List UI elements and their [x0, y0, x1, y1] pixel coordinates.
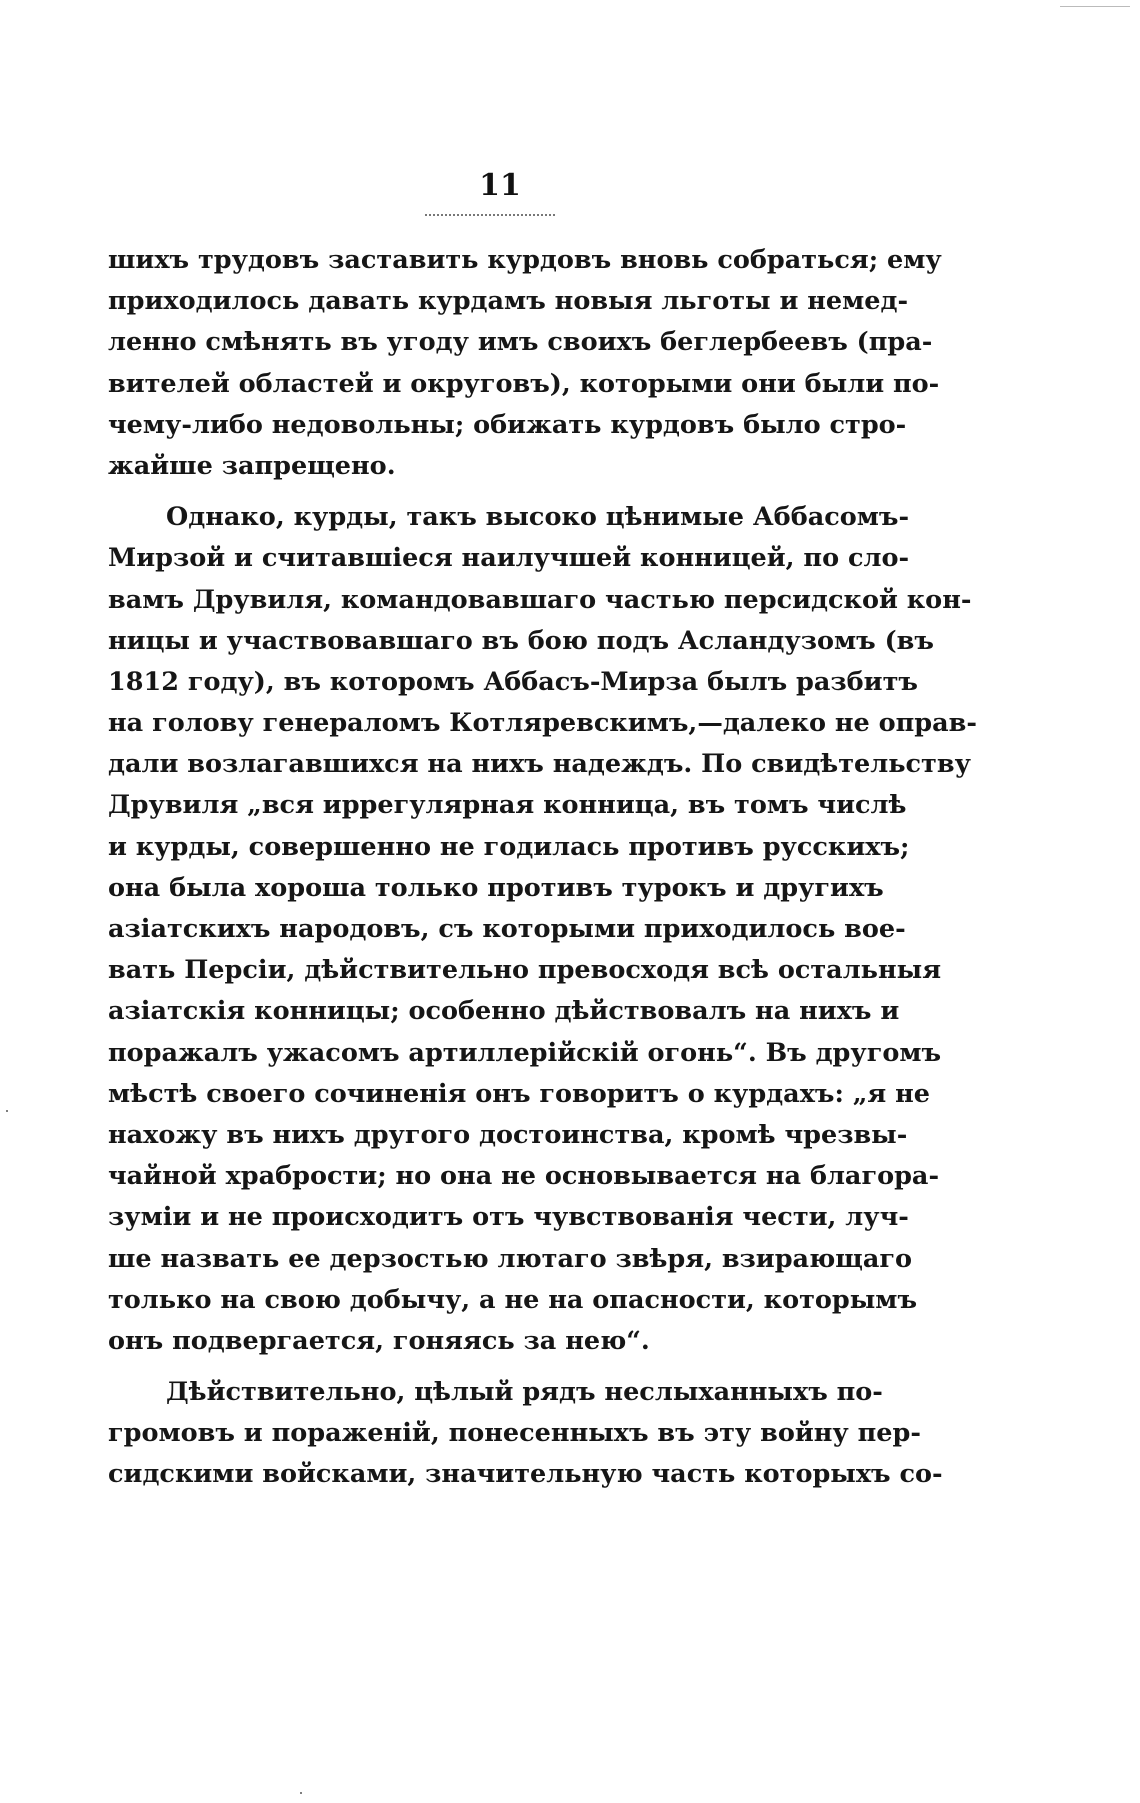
- text-line: азіатскихъ народовъ, съ которыми приходилось вое-: [108, 914, 906, 944]
- text-line: громовъ и пораженій, понесенныхъ въ эту войну пер-: [108, 1418, 921, 1449]
- text-line: поражалъ ужасомъ артиллерійскій огонь“. Въ другомъ: [108, 1037, 942, 1068]
- page-number: 11: [479, 168, 521, 203]
- text-line: азіатскія конницы; особенно дѣйствовалъ на нихъ и: [108, 996, 900, 1027]
- text-line: шихъ трудовъ заставить курдовъ вновь собраться; ему: [108, 245, 942, 275]
- text-line: онъ подвергается, гоняясь за нею“.: [108, 1325, 650, 1356]
- text-line: жайше запрещено.: [108, 450, 396, 481]
- paragraph-gap: [108, 1362, 868, 1372]
- text-line: дали возлагавшихся на нихъ надеждъ. По свидѣтельству: [108, 749, 971, 780]
- page-number-rule: [425, 214, 555, 216]
- text-line: она была хороша только противъ турокъ и другихъ: [108, 872, 884, 903]
- text-line: ницы и участвовавшаго въ бою подъ Асландузомъ (въ: [108, 625, 934, 656]
- text-line: чайной храбрости; но она не основывается на благора-: [108, 1161, 940, 1192]
- text-line: сидскими войсками, значительную часть которыхъ со-: [108, 1459, 943, 1490]
- scan-speck: [300, 1792, 302, 1794]
- body-text: [108, 240, 977, 1496]
- text-line: Однако, курды, такъ высоко цѣнимые Аббасомъ-: [166, 502, 910, 533]
- text-line: Мирзой и считавшіеся наилучшей конницей, по сло-: [108, 543, 910, 574]
- text-line: ленно смѣнять въ угоду имъ своихъ беглербеевъ (пра-: [108, 327, 933, 358]
- scan-edge-mark: [1060, 6, 1130, 7]
- text-line: Дѣйствительно, цѣлый рядъ неслыханныхъ по-: [166, 1377, 883, 1408]
- text-line: чему-либо недовольны; обижать курдовъ было стро-: [108, 409, 907, 440]
- text-line: Друвиля „вся иррегулярная конница, въ томъ числѣ: [108, 790, 907, 821]
- text-line: вителей областей и округовъ), которыми они были по-: [108, 368, 940, 399]
- text-line: 1812 году), въ которомъ Аббасъ-Мирза былъ разбитъ: [108, 666, 918, 697]
- text-line: и курды, совершенно не годилась противъ русскихъ;: [108, 831, 910, 862]
- text-line: только на свою добычу, а не на опасности, которымъ: [108, 1284, 918, 1315]
- text-line: на голову генераломъ Котляревскимъ,—далеко не оправ-: [108, 708, 977, 739]
- text-line: вамъ Друвиля, командовавшаго частью персидской кон-: [108, 584, 972, 615]
- text-line: вать Персіи, дѣйствительно превосходя всѣ остальныя: [108, 955, 942, 986]
- text-line: нахожу въ нихъ другого достоинства, кромѣ чрезвы-: [108, 1119, 908, 1150]
- scan-speck: [6, 1110, 8, 1112]
- text-line: ше назвать ее дерзостью лютаго звѣря, взирающаго: [108, 1243, 912, 1274]
- text-line: зуміи и не происходитъ отъ чувствованія чести, луч-: [108, 1202, 909, 1233]
- text-line: мѣстѣ своего сочиненія онъ говоритъ о курдахъ: „я не: [108, 1078, 931, 1109]
- text-line: приходилось давать курдамъ новыя льготы и немед-: [108, 286, 909, 317]
- paragraph-gap: [108, 487, 868, 497]
